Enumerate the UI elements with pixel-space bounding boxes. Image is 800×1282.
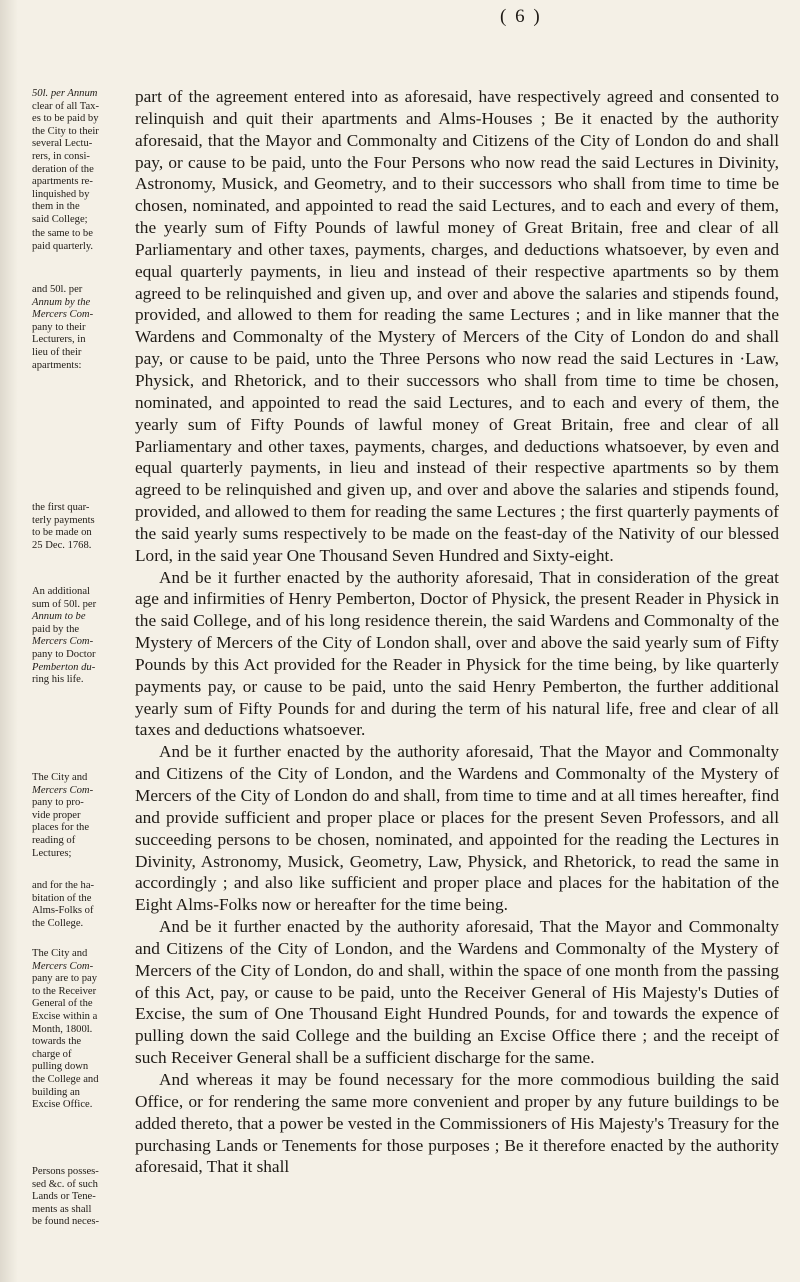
margin-line: Mercers Com- (32, 636, 94, 648)
margin-note-9 (32, 1166, 132, 1229)
margin-line: Alms-Folks of (32, 905, 94, 917)
margin-note-8 (32, 948, 132, 1112)
margin-line: the City to their (32, 125, 99, 137)
margin-line: apartments: (32, 359, 82, 371)
margin-line: ring his life. (32, 674, 84, 686)
margin-line: the College. (32, 917, 84, 929)
margin-line: Mercers Com- (32, 309, 94, 321)
paragraph-4: And be it further enacted by the authority aforesaid, That the Mayor and Commonalty and Citizens of the City of London, and the Wardens and Commonalty of the Mystery of Mercers of the City of London, do and shall, within the space of one month from the passing of this Act, pay, or cause to be paid, unto the Receiver General of His Majesty's Duties of Excise, the sum of One Thousand Eight Hundred Pounds, for and towards the expence of pulling down the said College and the building an Excise Office there ; and the receipt of such Receiver General shall be a sufficient discharge for the same. (135, 917, 779, 1068)
margin-line: apartments re- (32, 176, 93, 188)
margin-line: es to be paid by (32, 113, 99, 125)
margin-line: the same to be (32, 228, 93, 239)
margin-line: Excise within a (32, 1010, 98, 1022)
margin-line: linquished by (32, 188, 90, 200)
margin-line: The City and (32, 772, 88, 783)
margin-line: towards the (32, 1036, 82, 1048)
margin-line: paid quarterly. (32, 240, 94, 252)
margin-line: Annum by the (32, 296, 91, 308)
paragraph-3: And be it further enacted by the authority aforesaid, That the Mayor and Commonalty and Citizens of the City of London, and the Wardens and Commonalty of the Mystery of Mercers of the City of London do and shall, from time to time and at all times hereafter, find and provide sufficient and proper place or places for the present Seven Professors, and all succeeding persons to be chosen, nominated, and appointed for the reading the Lectures in Divinity, Astronomy, Musick, Geometry, Law, Physick, and Rhetorick, to read the same in accordingly ; and also like sufficient and proper place and places for the habitation of the Eight Alms-Folks now or hereafter for the time being. (135, 742, 779, 915)
margin-line: building an (32, 1086, 80, 1098)
margin-line: lieu of their (32, 346, 82, 358)
margin-line: Mercers Com- (32, 784, 94, 796)
margin-line: Pemberton du- (32, 661, 96, 673)
margin-note-5 (32, 586, 132, 687)
margin-line: sum of 50l. per (32, 598, 97, 610)
margin-line: General of the (32, 998, 93, 1010)
margin-line: and 50l. per (32, 284, 83, 295)
margin-line: them in the (32, 201, 80, 213)
margin-line: sed &c. of such (32, 1178, 98, 1190)
margin-line: 50l. per Annum (32, 88, 98, 99)
margin-line: Lands or Tene- (32, 1191, 96, 1203)
margin-line: Mercers Com- (32, 960, 94, 972)
margin-line: several Lectu- (32, 138, 93, 150)
paragraph-2: And be it further enacted by the authority aforesaid, That in consideration of the great age and infirmities of Henry Pemberton, Doctor of Physick, the present Reader in Physick in the said College, and of his long residence therein, the said Wardens and Commonalty of the Mystery of Mercers of the City of London shall, over and above the said yearly sum of Fifty Pounds by this Act provided for the Reader in Physick for the time being, by like quarterly payments pay, or cause to be paid, unto the said Henry Pemberton, the further additional yearly sum of Fifty Pounds for and during the term of his natural life, free and clear of all taxes and deductions whatsoever. (135, 567, 779, 740)
margin-line: reading of (32, 834, 76, 846)
margin-line: Lectures; (32, 847, 72, 859)
margin-line: pany are to pay (32, 973, 98, 985)
margin-line: vide proper (32, 809, 81, 821)
margin-note-4 (32, 502, 132, 552)
margin-line: the first quar- (32, 502, 90, 513)
margin-line: places for the (32, 822, 90, 834)
margin-line: Persons posses- (32, 1166, 99, 1177)
margin-note-1 (32, 88, 132, 227)
page-edge-shadow (0, 0, 18, 1282)
margin-line: charge of (32, 1048, 72, 1060)
margin-line: The City and (32, 948, 88, 959)
margin-line: and for the ha- (32, 880, 95, 891)
margin-line: 25 Dec. 1768. (32, 539, 92, 551)
margin-line: Excise Office. (32, 1099, 93, 1111)
margin-line: pany to Doctor (32, 648, 96, 660)
paragraph-5: And whereas it may be found necessary for the more commodious building the said Office, or for rendering the same more convenient and proper by any future buildings to be added thereto, that a power be vested in the Commissioners of His Majesty's Treasury for the purchasing Lands or Tenements for those purposes ; Be it therefore enacted by the authority aforesaid, That it shall (135, 1069, 779, 1177)
margin-line: deration of the (32, 163, 94, 175)
margin-line: terly payments (32, 514, 95, 526)
margin-line: pany to their (32, 321, 86, 333)
margin-note-6 (32, 772, 132, 860)
margin-line: Annum to be (32, 611, 86, 623)
main-body-text (135, 86, 779, 1178)
page-number-header: ( 6 ) (500, 6, 542, 27)
margin-line: pulling down (32, 1061, 89, 1073)
margin-line: An additional (32, 586, 90, 597)
margin-line: to be made on (32, 527, 92, 539)
margin-line: clear of all Tax- (32, 100, 100, 112)
margin-line: pany to pro- (32, 797, 84, 809)
margin-line: rers, in consi- (32, 150, 90, 162)
margin-line: to the Receiver (32, 985, 97, 997)
margin-note-3 (32, 284, 132, 372)
margin-line: be found neces- (32, 1216, 100, 1228)
paragraph-1: part of the agreement entered into as aforesaid, have respectively agreed and consented to relinquish and quit their apartments and Alms-Houses ; Be it enacted by the authority aforesaid, that the Mayor and Commonalty and Citizens of the City of London do and shall pay, or cause to be paid, unto the Four Persons who now read the said Lectures in Divinity, Astronomy, Musick, and Geometry, and to their successors who shall from time to time be chosen, nominated, and appointed to read the said Lectures, and to each and every of them, the yearly sum of Fifty Pounds of lawful money of Great Britain, free and clear of all Parliamentary and other taxes, payments, charges, and deductions whatsoever, by even and equal quarterly payments, in lieu and instead of their respective apartments so by them agreed to be relinquished and given up, and over and above the salaries and stipends found, provided, and allowed to them for reading the same Lectures ; and in like manner that the Wardens and Commonalty of the Mystery of Mercers of the City of London do and shall pay, or cause to be paid, unto the Three Persons who now read the said Lectures in ·Law, Physick, and Rhetorick, and to their successors who shall from time to time be chosen, nominated, and appointed to read the said Lectures, and to each and every of them, the yearly sum of Fifty Pounds of lawful money of Great Britain, free and clear of all Parliamentary and other taxes, payments, charges, and deductions whatsoever, by even and equal quarterly payments, in lieu and instead of their respective apartments so by them agreed to be relinquished and given up, and over and above the salaries and stipends found, provided, and allowed to them for reading the same Lectures ; the first quarterly payments of the said yearly sums respectively to be made on the feast-day of the Nativity of our blessed Lord, in the said year One Thousand Seven Hundred and Sixty-eight. (135, 87, 779, 565)
margin-line: said College; (32, 213, 88, 225)
margin-line: Month, 1800l. (32, 1023, 93, 1035)
margin-line: paid by the (32, 623, 80, 635)
margin-line: Lecturers, in (32, 334, 86, 346)
margin-line: the College and (32, 1073, 99, 1085)
margin-line: ments as shall (32, 1203, 92, 1215)
margin-line: bitation of the (32, 892, 92, 904)
margin-note-7 (32, 880, 132, 930)
margin-note-2 (32, 228, 132, 253)
